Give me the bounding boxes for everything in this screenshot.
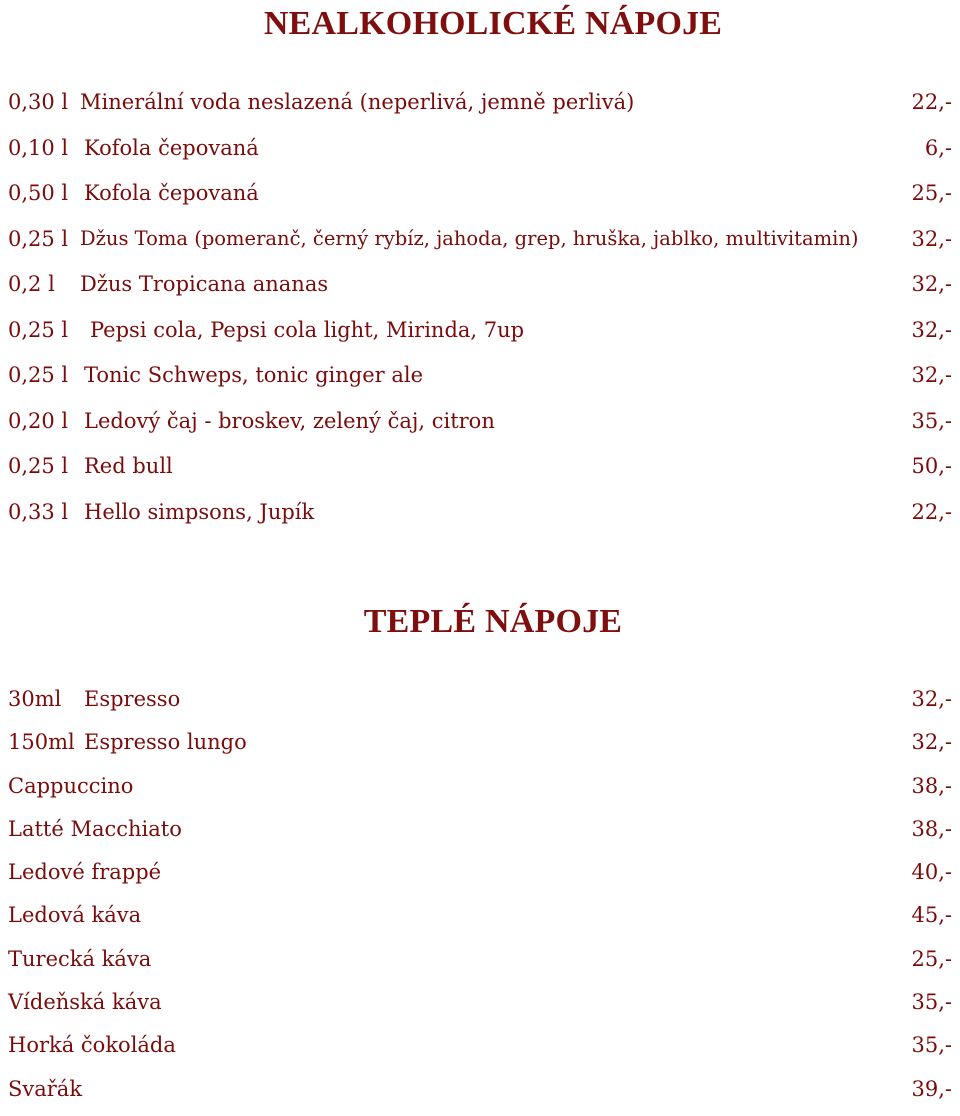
item-volume: 0,10 l xyxy=(8,135,69,160)
item-price: 22,- xyxy=(911,499,952,524)
item-name: Latté Macchiato xyxy=(8,816,182,841)
item-price: 39,- xyxy=(911,1076,952,1101)
item-price: 38,- xyxy=(911,773,952,798)
item-name: Minerální voda neslazená (neperlivá, jemně perlivá) xyxy=(80,90,635,114)
item-price: 40,- xyxy=(911,860,952,885)
menu-item xyxy=(0,132,960,178)
item-name: Espresso lungo xyxy=(84,730,247,755)
item-name: Vídeňská káva xyxy=(8,990,162,1015)
menu-item xyxy=(0,943,960,986)
item-name: Ledové frappé xyxy=(8,860,162,885)
menu-item xyxy=(0,359,960,405)
item-name: Horká čokoláda xyxy=(8,1033,176,1058)
hot-drinks-list xyxy=(0,683,960,1116)
menu-item xyxy=(0,268,960,314)
item-name: Ledový čaj - broskev, zelený čaj, citron xyxy=(84,408,495,433)
menu-item xyxy=(0,314,960,360)
section-title-cold-drinks: NEALKOHOLICKÉ NÁPOJE xyxy=(263,5,723,42)
item-volume: 0,25 l xyxy=(8,226,69,251)
item-price: 50,- xyxy=(911,454,952,478)
item-name: Džus Toma (pomeranč, černý rybíz, jahoda, grep, hruška, jablko, multivitamin) xyxy=(80,226,859,250)
menu-item xyxy=(0,405,960,451)
menu-item xyxy=(0,770,960,813)
item-volume: 0,25 l xyxy=(8,454,69,478)
item-name: Cappuccino xyxy=(8,773,134,798)
menu-item xyxy=(0,726,960,769)
item-name: Red bull xyxy=(84,454,173,478)
cold-drinks-list xyxy=(0,86,960,541)
menu-item xyxy=(0,1073,960,1116)
item-volume: 150ml xyxy=(8,730,75,755)
item-volume: 0,25 l xyxy=(8,317,69,342)
item-volume: 0,20 l xyxy=(8,408,69,433)
menu-item xyxy=(0,496,960,542)
item-price: 35,- xyxy=(911,1033,952,1058)
item-name: Kofola čepovaná xyxy=(84,135,259,160)
item-price: 25,- xyxy=(911,946,952,971)
item-price: 32,- xyxy=(911,363,952,387)
item-name: Turecká káva xyxy=(8,946,152,971)
item-name: Espresso xyxy=(84,687,181,711)
item-volume: 0,25 l xyxy=(8,363,69,387)
item-price: 32,- xyxy=(911,730,952,755)
menu-item xyxy=(0,683,960,726)
menu-item xyxy=(0,986,960,1029)
menu-item xyxy=(0,177,960,223)
item-name: Kofola čepovaná xyxy=(84,181,259,205)
menu-item xyxy=(0,856,960,899)
item-name: Pepsi cola, Pepsi cola light, Mirinda, 7up xyxy=(90,317,525,342)
item-name: Tonic Schweps, tonic ginger ale xyxy=(84,363,424,387)
item-price: 32,- xyxy=(911,317,952,342)
menu-item xyxy=(0,899,960,942)
item-volume: 30ml xyxy=(8,687,62,711)
menu-item xyxy=(0,223,960,269)
item-price: 35,- xyxy=(911,990,952,1015)
item-name: Ledová káva xyxy=(8,903,142,928)
menu-item xyxy=(0,86,960,132)
item-name: Svařák xyxy=(8,1076,83,1101)
section-title-hot-drinks: TEPLÉ NÁPOJE xyxy=(363,603,623,640)
item-price: 25,- xyxy=(911,181,952,205)
item-price: 45,- xyxy=(911,903,952,928)
item-price: 22,- xyxy=(911,90,952,114)
menu-item xyxy=(0,1029,960,1072)
item-price: 32,- xyxy=(911,272,952,296)
menu-item xyxy=(0,450,960,496)
item-price: 32,- xyxy=(911,687,952,711)
item-price: 35,- xyxy=(911,408,952,433)
item-price: 38,- xyxy=(911,816,952,841)
item-volume: 0,30 l xyxy=(8,90,69,114)
item-name: Hello simpsons, Jupík xyxy=(84,499,315,524)
menu-item xyxy=(0,813,960,856)
item-price: 6,- xyxy=(924,135,952,160)
item-volume: 0,50 l xyxy=(8,181,69,205)
item-price: 32,- xyxy=(911,226,952,251)
item-volume: 0,33 l xyxy=(8,499,69,524)
item-name: Džus Tropicana ananas xyxy=(80,272,329,296)
item-volume: 0,2 l xyxy=(8,272,55,296)
